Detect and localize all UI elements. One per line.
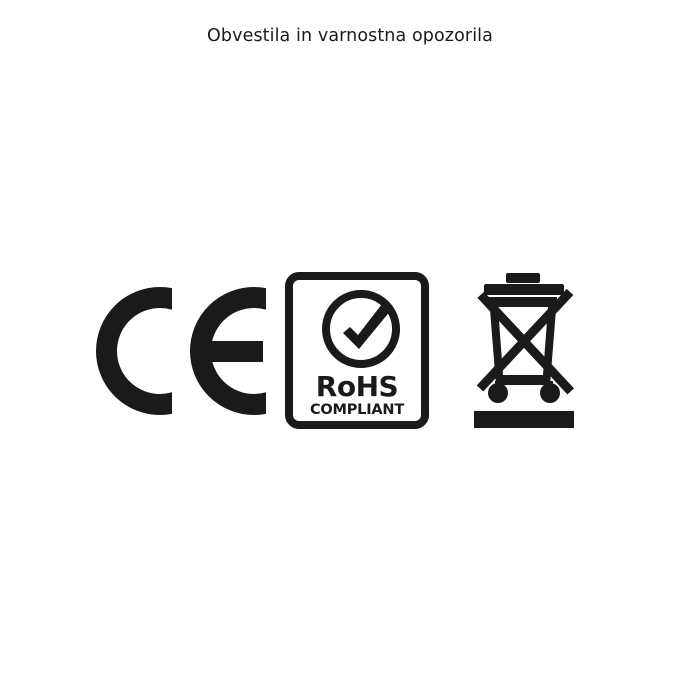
- rohs-compliant-label: COMPLIANT: [309, 402, 405, 418]
- weee-bin-icon: [462, 265, 586, 430]
- ce-c-ring: [96, 287, 172, 415]
- page-title: Obvestila in varnostna opozorila: [207, 26, 493, 46]
- rohs-label: RoHS: [315, 370, 399, 403]
- ce-marking-icon: [96, 287, 261, 415]
- ce-letter-c-icon: [96, 287, 172, 415]
- checkmark-icon: [335, 302, 397, 364]
- ce-e-crossbar: [211, 341, 263, 362]
- rohs-compliant-icon: [285, 272, 429, 429]
- compliance-symbol-row: [0, 255, 700, 445]
- ce-c-clip: [96, 287, 172, 415]
- ce-e-clip: [190, 287, 266, 415]
- ce-letter-e-icon: [190, 287, 266, 415]
